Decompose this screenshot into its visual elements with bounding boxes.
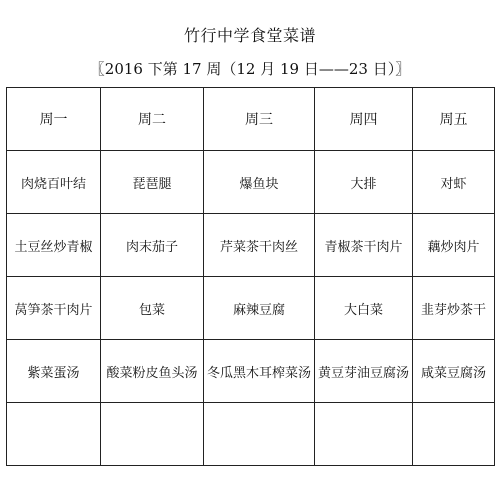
soup-cell: 冬瓜黑木耳榨菜汤 — [204, 340, 315, 403]
dish-cell: 麻辣豆腐 — [204, 277, 315, 340]
soup-cell: 黄豆芽油豆腐汤 — [315, 340, 413, 403]
dish-cell: 青椒茶干肉片 — [315, 214, 413, 277]
table-row — [7, 214, 495, 277]
dish-cell: 土豆丝炒青椒 — [7, 214, 101, 277]
empty-cell — [204, 403, 315, 466]
soup-cell: 咸菜豆腐汤 — [413, 340, 495, 403]
day-header-friday: 周五 — [413, 88, 495, 151]
day-header-tuesday: 周二 — [101, 88, 204, 151]
dish-cell: 包菜 — [101, 277, 204, 340]
weekly-menu-table — [6, 87, 495, 466]
dish-cell: 爆鱼块 — [204, 151, 315, 214]
dish-cell: 莴笋茶干肉片 — [7, 277, 101, 340]
week-range-subtitle: 〖2016 下第 17 周（12 月 19 日——23 日）〗 — [89, 60, 411, 78]
dish-cell: 藕炒肉片 — [413, 214, 495, 277]
table-row — [7, 340, 495, 403]
menu-title: 竹行中学食堂菜谱 — [183, 26, 316, 45]
dish-cell: 肉烧百叶结 — [7, 151, 101, 214]
dish-cell: 韭芽炒茶干 — [413, 277, 495, 340]
dish-cell: 肉末茄子 — [101, 214, 204, 277]
empty-cell — [315, 403, 413, 466]
table-header-row — [7, 88, 495, 151]
empty-cell — [7, 403, 101, 466]
soup-cell: 酸菜粉皮鱼头汤 — [101, 340, 204, 403]
dish-cell: 大白菜 — [315, 277, 413, 340]
table-row — [7, 403, 495, 466]
dish-cell: 对虾 — [413, 151, 495, 214]
table-row — [7, 277, 495, 340]
day-header-thursday: 周四 — [315, 88, 413, 151]
empty-cell — [101, 403, 204, 466]
dish-cell: 琵琶腿 — [101, 151, 204, 214]
day-header-monday: 周一 — [7, 88, 101, 151]
dish-cell: 大排 — [315, 151, 413, 214]
soup-cell: 紫菜蛋汤 — [7, 340, 101, 403]
day-header-wednesday: 周三 — [204, 88, 315, 151]
table-row — [7, 151, 495, 214]
dish-cell: 芹菜茶干肉丝 — [204, 214, 315, 277]
empty-cell — [413, 403, 495, 466]
